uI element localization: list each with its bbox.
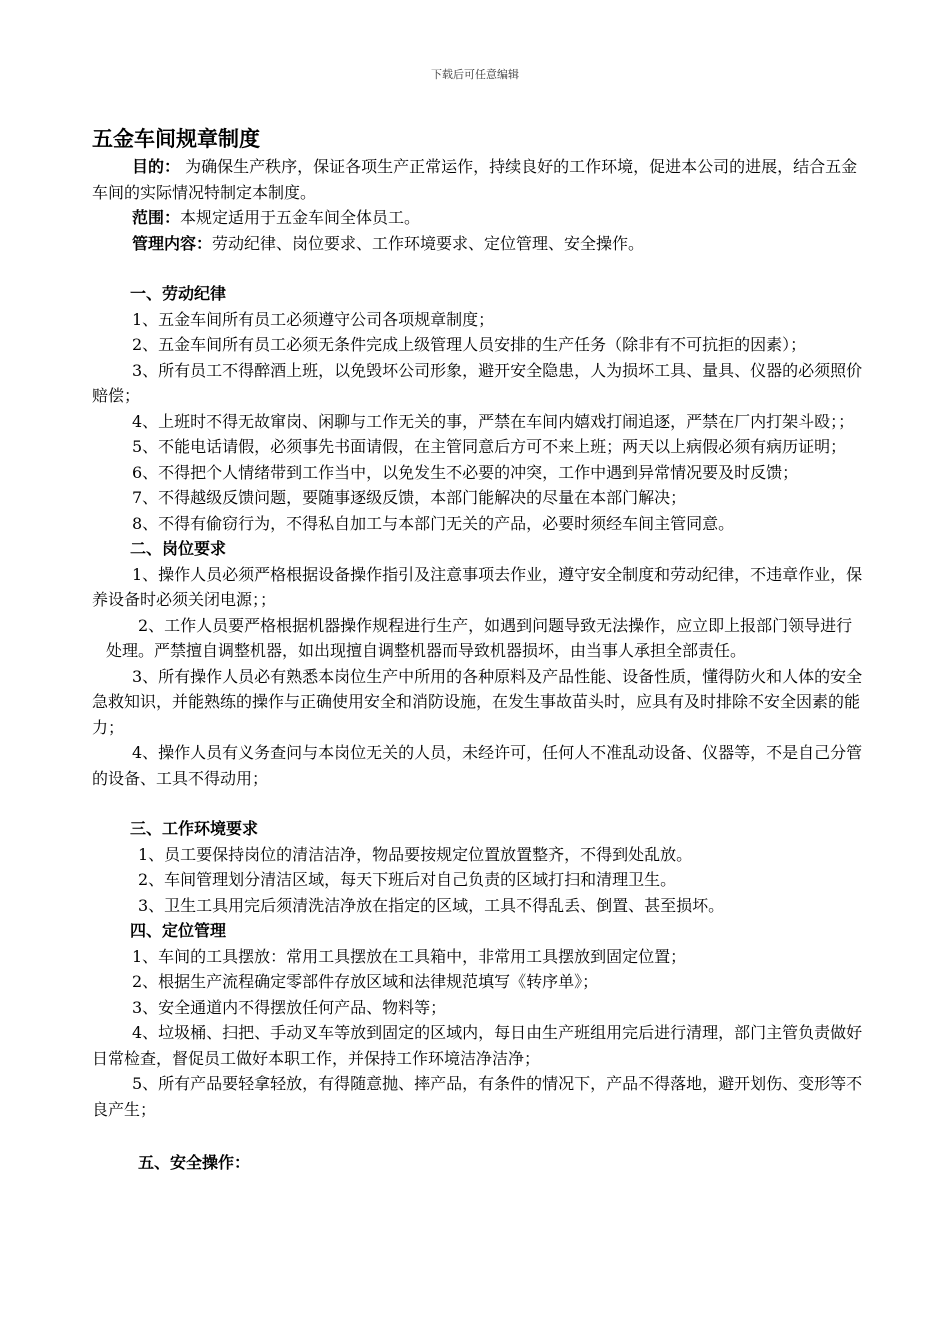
list-item: 1、车间的工具摆放：常用工具摆放在工具箱中，非常用工具摆放到固定位置； — [132, 946, 687, 966]
section-heading-safe-operation: 五、安全操作： — [138, 1153, 251, 1172]
list-item: 5、所有产品要轻拿轻放，有得随意抛、摔产品，有条件的情况下，产品不得落地，避开划伤、变形等不良产生； — [92, 1074, 863, 1119]
list-item: 2、五金车间所有员工必须无条件完成上级管理人员安排的生产任务（除非有不可抗拒的因素）； — [132, 335, 807, 354]
list-item: 3、所有操作人员必有熟悉本岗位生产中所用的各种原料及产品性能、设备性质，懂得防火和人体的安全急救知识，并能熟练的操作与正确使用安全和消防设施，在发生事故苗头时，应具有及时排除不安全因素的能力； — [92, 666, 863, 737]
section-heading-positioning-management: 四、定位管理 — [130, 921, 227, 940]
list-item: 3、所有员工不得醉酒上班，以免毁坏公司形象，避开安全隐患，人为损坏工具、量具、仪器的必须照价赔偿； — [92, 360, 863, 405]
list-item: 4、上班时不得无故窜岗、闲聊与工作无关的事，严禁在车间内嬉戏打闹追逐，严禁在厂内打架斗殴；； — [132, 411, 855, 431]
page-header: 下载后可任意编辑 — [431, 68, 519, 81]
list-item: 6、不得把个人情绪带到工作当中，以免发生不必要的冲突，工作中遇到异常情况要及时反馈； — [132, 462, 799, 482]
content-label: 管理内容： — [132, 233, 213, 253]
list-item: 2、根据生产流程确定零部件存放区域和法律规范填写《转序单》； — [132, 972, 599, 991]
content-paragraph — [92, 231, 868, 257]
scope-paragraph — [92, 205, 868, 231]
list-item: 1、五金车间所有员工必须遵守公司各项规章制度； — [132, 309, 495, 329]
list-item: 5、不能电话请假，必须事先书面请假，在主管同意后方可不来上班；两天以上病假必须有病历证明； — [132, 437, 847, 456]
content-text: 劳动纪律、岗位要求、工作环境要求、定位管理、安全操作。 — [212, 233, 645, 253]
list-item: 3、卫生工具用完后须清洗洁净放在指定的区域，工具不得乱丢、倒置、甚至损坏。 — [138, 895, 725, 915]
list-item: 7、不得越级反馈问题，要随事逐级反馈，本部门能解决的尽量在本部门解决； — [132, 488, 687, 507]
scope-label: 范围： — [132, 208, 181, 227]
list-item: 1、员工要保持岗位的清洁洁净，物品要按规定位置放置整齐，不得到处乱放。 — [138, 844, 693, 864]
list-item: 1、操作人员必须严格根据设备操作指引及注意事项去作业，遵守安全制度和劳动纪律，不违章作业，保养设备时必须关闭电源；； — [92, 564, 863, 609]
list-item: 4、垃圾桶、扫把、手动叉车等放到固定的区域内，每日由生产班组用完后进行清理，部门主管负责做好日常检查，督促员工做好本职工作，并保持工作环境洁净洁净； — [92, 1023, 863, 1068]
list-item: 2、工作人员要严格根据机器操作规程进行生产，如遇到问题导致无法操作，应立即上报部门领导进行处理。严禁擅自调整机器，如出现擅自调整机器而导致机器损坏，由当事人承担全部责任。 — [106, 615, 853, 660]
section-heading-labor-discipline: 一、劳动纪律 — [130, 284, 227, 303]
list-item: 3、安全通道内不得摆放任何产品、物料等； — [132, 997, 447, 1017]
purpose-label: 目的： — [132, 157, 181, 176]
list-item: 2、车间管理划分清洁区域，每天下班后对自己负责的区域打扫和清理卫生。 — [138, 870, 677, 889]
purpose-text: 为确保生产秩序，保证各项生产正常运作，持续良好的工作环境，促进本公司的进展，结合五金车间的实际情况特制定本制度。 — [92, 157, 858, 202]
section-heading-work-environment: 三、工作环境要求 — [130, 819, 259, 838]
scope-text: 本规定适用于五金车间全体员工。 — [180, 208, 421, 227]
section-heading-post-requirements: 二、岗位要求 — [130, 539, 227, 558]
purpose-paragraph — [92, 154, 868, 205]
list-item: 4、操作人员有义务查问与本岗位无关的人员，未经许可，任何人不准乱动设备、仪器等，不是自己分管的设备、工具不得动用； — [92, 743, 863, 788]
document-body — [92, 124, 868, 1176]
document-title: 五金车间规章制度 — [92, 127, 260, 151]
list-item: 8、不得有偷窃行为，不得私自加工与本部门无关的产品，必要时须经车间主管同意。 — [132, 513, 735, 533]
